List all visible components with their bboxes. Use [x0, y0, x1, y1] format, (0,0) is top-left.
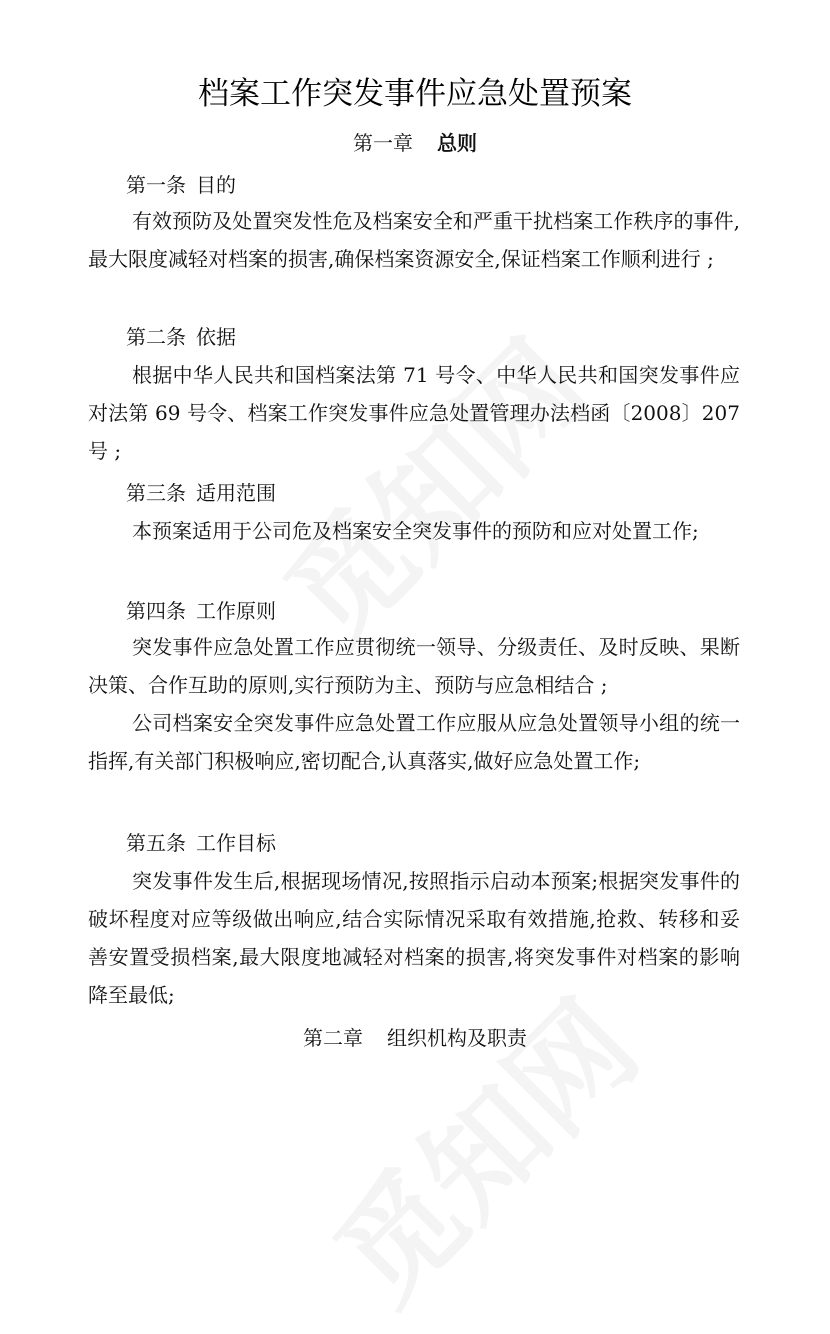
document-title: 档案工作突发事件应急处置预案: [198, 76, 632, 112]
paragraph: 突发事件发生后,根据现场情况,按照指示启动本预案;根据突发事件的破坏程度对应等级做出响应,结合实际情况采取有效措施,抢救、转移和妥善安置受损档案,最大限度地减轻对档案的损害,将突发事件对档案的影响降至最低;: [88, 869, 740, 1007]
paragraph: 根据中华人民共和国档案法第 71 号令、中华人民共和国突发事件应对法第 69 号令、档案工作突发事件应急处置管理办法档函〔2008〕207 号 ;: [88, 363, 740, 463]
chapter-heading: [0, 1022, 830, 1051]
paragraph: 有效预防及处置突发性危及档案安全和严重干扰档案工作秩序的事件,最大限度减轻对档案的损害,确保档案资源安全,保证档案工作顺利进行 ;: [88, 209, 740, 271]
chapter-heading: [0, 127, 830, 156]
watermark: [292, 958, 668, 1334]
article-heading: [126, 595, 276, 624]
article-name: 依据: [196, 325, 236, 349]
article-name: 适用范围: [196, 481, 276, 505]
article-name: 工作目标: [196, 831, 276, 855]
article-number: 第五条: [126, 831, 186, 855]
paragraph: 本预案适用于公司危及档案安全突发事件的预防和应对处置工作;: [132, 519, 699, 543]
article-heading: [126, 477, 276, 506]
article-heading: [126, 169, 236, 198]
article-number: 第二条: [126, 325, 186, 349]
article-name: 工作原则: [196, 599, 276, 623]
chapter-name: 总则: [437, 131, 477, 155]
article-heading: [126, 827, 276, 856]
chapter-number: 第一章: [353, 131, 413, 155]
paragraph: 公司档案安全突发事件应急处置工作应服从应急处置领导小组的统一指挥,有关部门积极响应,密切配合,认真落实,做好应急处置工作;: [88, 711, 740, 773]
paragraph: 突发事件应急处置工作应贯彻统一领导、分级责任、及时反映、果断决策、合作互助的原则,实行预防为主、预防与应急相结合 ;: [88, 635, 740, 697]
article-heading: [126, 321, 236, 350]
watermark: [242, 298, 618, 674]
chapter-name: 组织机构及职责: [387, 1026, 527, 1050]
article-name: 目的: [196, 173, 236, 197]
article-number: 第三条: [126, 481, 186, 505]
chapter-number: 第二章: [303, 1026, 363, 1050]
article-number: 第一条: [126, 173, 186, 197]
article-number: 第四条: [126, 599, 186, 623]
